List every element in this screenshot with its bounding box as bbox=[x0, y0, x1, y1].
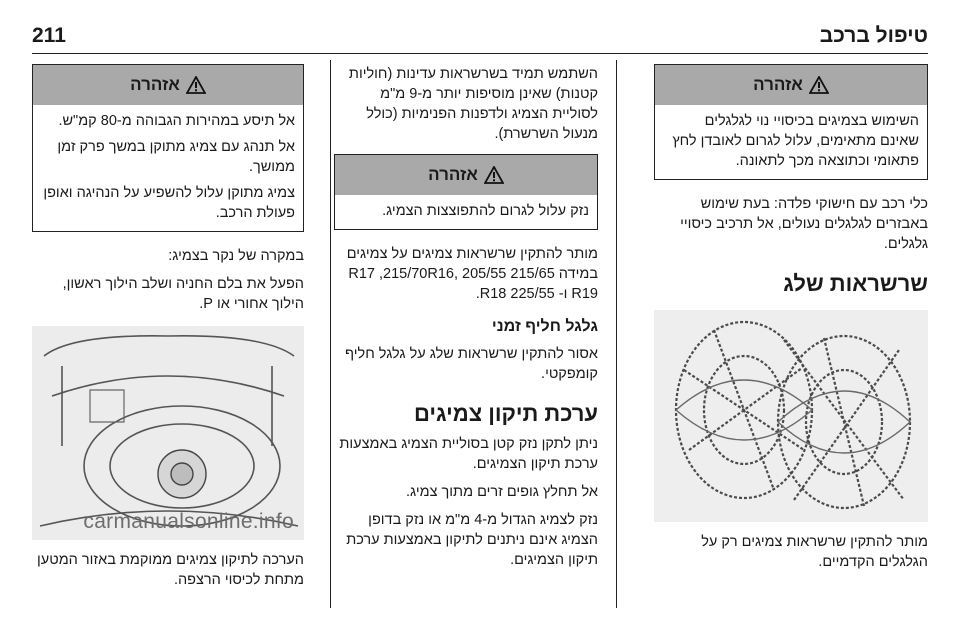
snow-chains-illustration bbox=[654, 310, 928, 522]
watermark: carmanualsonline.info bbox=[83, 510, 294, 533]
warning-label: אזהרה bbox=[428, 165, 478, 184]
chains-intro-paragraph: השתמש תמיד בשרשראות עדינות (חוליות קטנות) שאינן מוסיפות יותר מ-9 מ"מ לסוליית הצמיג ולדפנות הפנימיות (כולל מנעול השרשרת). bbox=[348, 66, 598, 142]
warning-body bbox=[655, 105, 927, 179]
allowed-sizes-paragraph: מותר להתקין שרשראות צמיגים על צמיגים במידה 215/65 R17 ,215/70R16, 205/55 R19 ו- 225/55 R18. bbox=[346, 246, 598, 302]
warning-text: נזק עלול לגרום להתפוצצות הצמיג. bbox=[382, 203, 589, 219]
temporary-spare-paragraph: אסור להתקין שרשראות שלג על גלגל חליף קומפקטי. bbox=[345, 346, 598, 382]
warning-text-speed: אל תיסע במהירות הגבוהה מ-80 קמ"ש. bbox=[58, 113, 295, 129]
warning-text-duration: אל תנהג עם צמיג מתוקן במשך פרק זמן ממושך. bbox=[57, 139, 295, 175]
middle-column bbox=[334, 64, 598, 570]
section-title-snow-chains: שרשראות שלג bbox=[783, 271, 928, 296]
snow-chains-drawing bbox=[654, 310, 928, 522]
column-divider-left bbox=[330, 60, 331, 608]
warning-body bbox=[33, 105, 303, 231]
repair-kit-location-caption: הערכה לתיקון צמיגים ממוקמת באזור המטען מתחת לכיסוי הרצפה. bbox=[37, 552, 304, 588]
warning-text-handling: צמיג מתוקן עלול להשפיע על הנהיגה ואופן פעולת הרכב. bbox=[43, 185, 295, 221]
column-divider-right bbox=[616, 60, 617, 608]
right-column bbox=[654, 64, 928, 572]
warning-body bbox=[335, 195, 597, 229]
warning-header bbox=[33, 65, 303, 105]
header-divider bbox=[32, 53, 928, 54]
page-number: 211 bbox=[32, 24, 66, 47]
subheading-temporary-spare: גלגל חליף זמני bbox=[491, 318, 598, 335]
section-title-repair-kit: ערכת תיקון צמיגים bbox=[413, 401, 598, 426]
repair-kit-paragraph-1: ניתן לתקן נזק קטן בסוליית הצמיג באמצעות ערכת תיקון הצמיגים. bbox=[339, 436, 598, 472]
repair-kit-paragraph-3: נזק לצמיג הגדול מ-4 מ"מ או נזק בדופן הצמיג אינם ניתנים לתיקון באמצעות ערכת תיקון הצמיגים. bbox=[346, 512, 598, 568]
spare-wheel-well-drawing bbox=[32, 326, 304, 540]
snow-chains-caption: מותר להתקין שרשראות צמיגים רק על הגלגלים הקדמיים. bbox=[701, 534, 928, 570]
warning-label: אזהרה bbox=[130, 75, 180, 94]
parking-brake-paragraph: הפעל את בלם החניה ושלב הילוך ראשון, הילוך אחורי או P. bbox=[62, 276, 304, 312]
warning-label: אזהרה bbox=[753, 75, 803, 94]
page-header bbox=[32, 14, 928, 54]
warning-box bbox=[654, 64, 928, 180]
warning-text: השימוש בצמיגים בכיסויי נוי לגלגלים שאינם מתאימים, עלול לגרום לאובדן לחץ פתאומי וכתוצאה מכך לתאונה. bbox=[672, 113, 919, 169]
warning-triangle-icon bbox=[484, 166, 504, 184]
steel-wheels-paragraph: כלי רכב עם חישוקי פלדה: בעת שימוש באבזרים לגלגלים נעולים, אל תרכיב כיסויי גלגלים. bbox=[680, 196, 928, 252]
left-column bbox=[32, 64, 304, 590]
warning-box bbox=[32, 64, 304, 232]
flat-tire-paragraph: במקרה של נקר בצמיג: bbox=[168, 248, 304, 264]
warning-triangle-icon bbox=[186, 76, 206, 94]
warning-triangle-icon bbox=[809, 76, 829, 94]
warning-header bbox=[655, 65, 927, 105]
repair-kit-paragraph-2: אל תחלץ גופים זרים מתוך צמיג. bbox=[406, 484, 598, 500]
warning-box bbox=[334, 154, 598, 230]
chapter-title: טיפול ברכב bbox=[819, 24, 928, 47]
warning-header bbox=[335, 155, 597, 195]
repair-kit-illustration bbox=[32, 326, 304, 540]
